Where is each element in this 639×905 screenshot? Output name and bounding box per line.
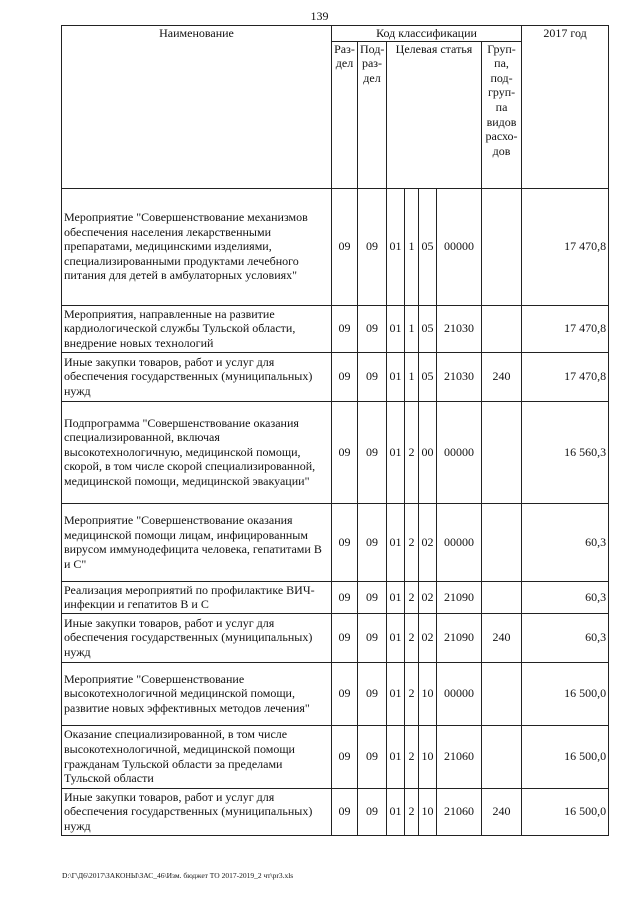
row-podrazdel: 09 bbox=[358, 581, 387, 613]
table-row bbox=[62, 503, 609, 581]
header-section: Раз- дел bbox=[332, 41, 358, 188]
row-expense-type bbox=[482, 725, 522, 788]
row-target-program: 01 bbox=[387, 725, 405, 788]
row-target-direction: 21060 bbox=[437, 725, 482, 788]
header-expense-group: Груп- па, под- груп- па видов расхо- дов bbox=[482, 41, 522, 188]
row-razdel: 09 bbox=[332, 401, 358, 503]
row-target-direction: 21060 bbox=[437, 788, 482, 835]
row-expense-type: 240 bbox=[482, 352, 522, 401]
header-classification: Код классификации bbox=[332, 26, 522, 42]
row-target-event: 02 bbox=[419, 613, 437, 662]
row-target-event: 05 bbox=[419, 305, 437, 352]
row-amount: 17 470,8 bbox=[522, 352, 609, 401]
header-target-article: Целевая статья bbox=[387, 41, 482, 188]
row-name: Реализация мероприятий по профилактике ВИЧ-инфекции и гепатитов В и С bbox=[62, 581, 332, 613]
row-target-subprogram: 2 bbox=[405, 401, 419, 503]
row-target-direction: 00000 bbox=[437, 662, 482, 725]
row-expense-type bbox=[482, 581, 522, 613]
row-name: Оказание специализированной, в том числе высокотехнологичной, медицинской помощи гражданам Тульской области за пределами Тульской области bbox=[62, 725, 332, 788]
row-expense-type: 240 bbox=[482, 613, 522, 662]
row-podrazdel: 09 bbox=[358, 503, 387, 581]
table-row bbox=[62, 305, 609, 352]
header-name: Наименование bbox=[62, 26, 332, 189]
row-target-subprogram: 1 bbox=[405, 188, 419, 305]
row-target-program: 01 bbox=[387, 188, 405, 305]
table-row bbox=[62, 662, 609, 725]
table-row bbox=[62, 352, 609, 401]
row-expense-type bbox=[482, 188, 522, 305]
row-amount: 60,3 bbox=[522, 503, 609, 581]
row-target-program: 01 bbox=[387, 662, 405, 725]
row-target-direction: 00000 bbox=[437, 188, 482, 305]
row-razdel: 09 bbox=[332, 725, 358, 788]
row-podrazdel: 09 bbox=[358, 305, 387, 352]
row-amount: 60,3 bbox=[522, 581, 609, 613]
row-target-direction: 21030 bbox=[437, 305, 482, 352]
table-row bbox=[62, 581, 609, 613]
row-expense-type bbox=[482, 401, 522, 503]
row-name: Мероприятия, направленные на развитие кардиологической службы Тульской области, внедрение новых технологий bbox=[62, 305, 332, 352]
table-row bbox=[62, 725, 609, 788]
row-target-subprogram: 1 bbox=[405, 352, 419, 401]
row-name: Мероприятие "Совершенствование оказания медицинской помощи лицам, инфицированным вирусом иммунодефицита человека, гепатитами В и С" bbox=[62, 503, 332, 581]
row-target-program: 01 bbox=[387, 503, 405, 581]
row-target-event: 10 bbox=[419, 662, 437, 725]
row-razdel: 09 bbox=[332, 188, 358, 305]
row-name: Мероприятие "Совершенствование механизмов обеспечения населения лекарственными препаратами, медицинскими изделиями, специализированными продуктами лечебного питания для детей в амбулаторных условиях" bbox=[62, 188, 332, 305]
page-number: 139 bbox=[310, 9, 329, 23]
row-amount: 60,3 bbox=[522, 613, 609, 662]
row-target-event: 05 bbox=[419, 352, 437, 401]
row-target-event: 02 bbox=[419, 581, 437, 613]
row-name: Иные закупки товаров, работ и услуг для обеспечения государственных (муниципальных) нужд bbox=[62, 788, 332, 835]
row-podrazdel: 09 bbox=[358, 613, 387, 662]
row-target-event: 10 bbox=[419, 725, 437, 788]
row-target-subprogram: 2 bbox=[405, 613, 419, 662]
row-target-program: 01 bbox=[387, 305, 405, 352]
row-amount: 16 500,0 bbox=[522, 788, 609, 835]
row-amount: 16 560,3 bbox=[522, 401, 609, 503]
row-podrazdel: 09 bbox=[358, 188, 387, 305]
row-expense-type bbox=[482, 503, 522, 581]
row-target-subprogram: 2 bbox=[405, 788, 419, 835]
row-amount: 17 470,8 bbox=[522, 188, 609, 305]
file-path-footer: D:\Г\Д6\2017\ЗАКОНЫ\ЗАС_46\Изм. бюджет ТО 2017-2019_2 чт\pr3.xls bbox=[62, 871, 294, 880]
row-target-program: 01 bbox=[387, 401, 405, 503]
row-target-subprogram: 2 bbox=[405, 662, 419, 725]
row-amount: 16 500,0 bbox=[522, 662, 609, 725]
row-target-direction: 21090 bbox=[437, 581, 482, 613]
row-target-subprogram: 1 bbox=[405, 305, 419, 352]
row-expense-type bbox=[482, 305, 522, 352]
table-row bbox=[62, 188, 609, 305]
row-target-event: 05 bbox=[419, 188, 437, 305]
row-target-program: 01 bbox=[387, 788, 405, 835]
header-year: 2017 год bbox=[522, 26, 609, 189]
budget-table bbox=[61, 25, 609, 836]
row-razdel: 09 bbox=[332, 788, 358, 835]
row-name: Мероприятие "Совершенствование высокотехнологичной медицинской помощи, развитие новых эффективных методов лечения" bbox=[62, 662, 332, 725]
row-target-direction: 21030 bbox=[437, 352, 482, 401]
row-podrazdel: 09 bbox=[358, 788, 387, 835]
row-target-direction: 21090 bbox=[437, 613, 482, 662]
row-razdel: 09 bbox=[332, 662, 358, 725]
row-target-event: 00 bbox=[419, 401, 437, 503]
table-row bbox=[62, 613, 609, 662]
row-podrazdel: 09 bbox=[358, 662, 387, 725]
table-row bbox=[62, 401, 609, 503]
row-razdel: 09 bbox=[332, 581, 358, 613]
row-razdel: 09 bbox=[332, 613, 358, 662]
header-subsection: Под- раз- дел bbox=[358, 41, 387, 188]
row-name: Иные закупки товаров, работ и услуг для обеспечения государственных (муниципальных) нужд bbox=[62, 352, 332, 401]
row-razdel: 09 bbox=[332, 503, 358, 581]
row-target-event: 02 bbox=[419, 503, 437, 581]
row-target-subprogram: 2 bbox=[405, 725, 419, 788]
row-name: Иные закупки товаров, работ и услуг для обеспечения государственных (муниципальных) нужд bbox=[62, 613, 332, 662]
row-expense-type: 240 bbox=[482, 788, 522, 835]
table-row bbox=[62, 788, 609, 835]
row-target-subprogram: 2 bbox=[405, 503, 419, 581]
row-target-direction: 00000 bbox=[437, 401, 482, 503]
row-amount: 17 470,8 bbox=[522, 305, 609, 352]
row-target-program: 01 bbox=[387, 352, 405, 401]
row-name: Подпрограмма "Совершенствование оказания специализированной, включая высокотехнологичную, медицинской помощи, скорой, в том числе скорой специализированной, медицинской помощи, медицинской эвакуации" bbox=[62, 401, 332, 503]
row-razdel: 09 bbox=[332, 352, 358, 401]
row-amount: 16 500,0 bbox=[522, 725, 609, 788]
row-razdel: 09 bbox=[332, 305, 358, 352]
row-podrazdel: 09 bbox=[358, 725, 387, 788]
row-target-event: 10 bbox=[419, 788, 437, 835]
row-podrazdel: 09 bbox=[358, 401, 387, 503]
row-podrazdel: 09 bbox=[358, 352, 387, 401]
row-target-program: 01 bbox=[387, 613, 405, 662]
row-target-program: 01 bbox=[387, 581, 405, 613]
row-target-subprogram: 2 bbox=[405, 581, 419, 613]
row-target-direction: 00000 bbox=[437, 503, 482, 581]
row-expense-type bbox=[482, 662, 522, 725]
